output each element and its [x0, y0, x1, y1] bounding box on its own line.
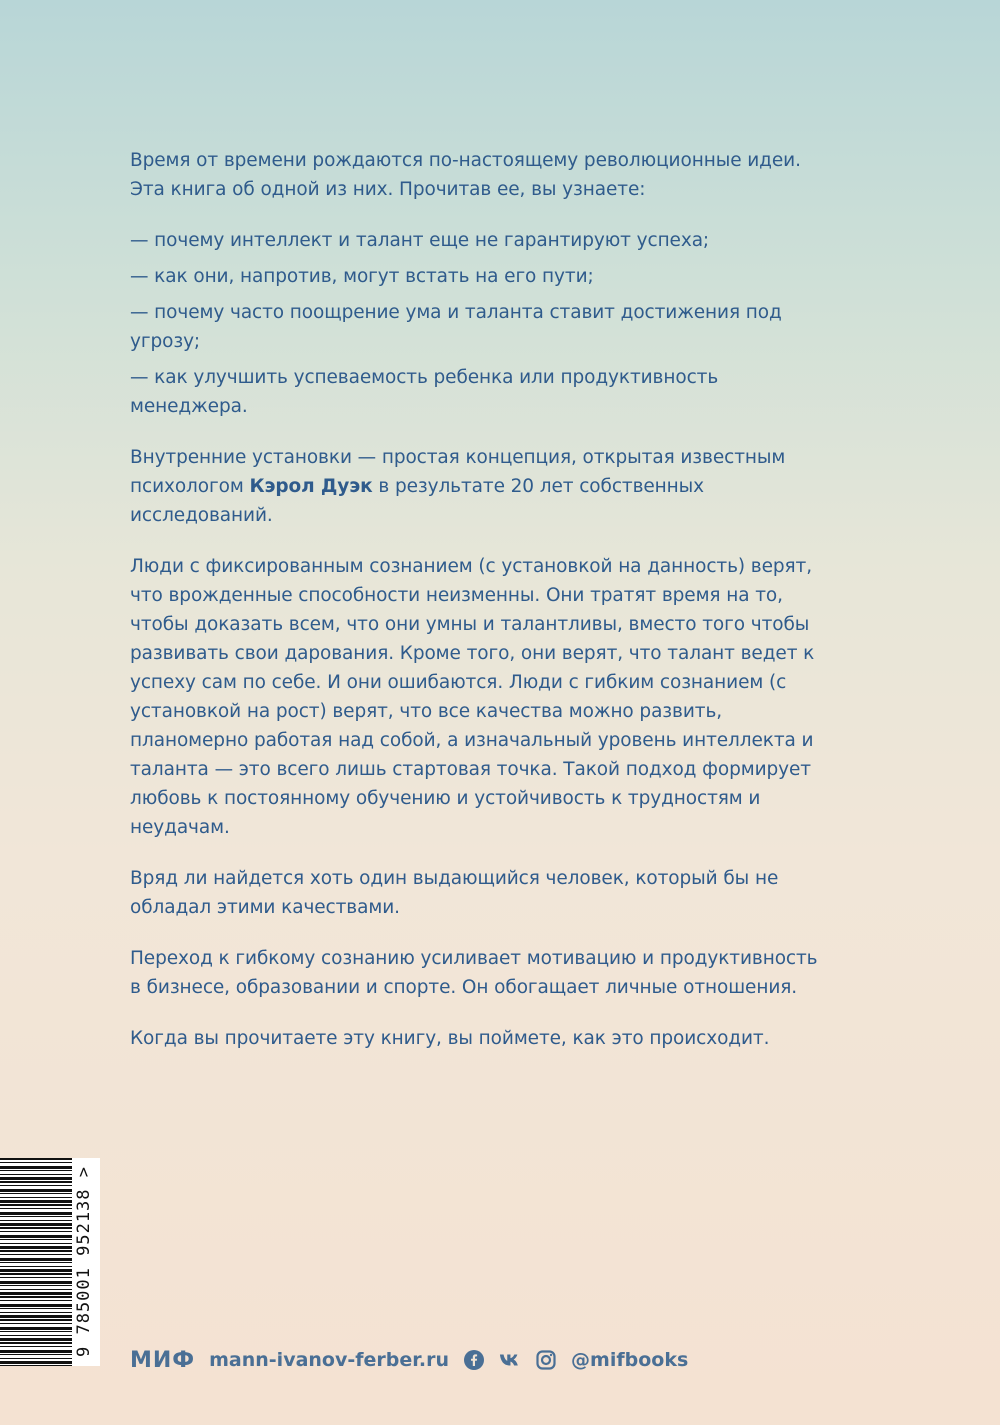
- outstanding-paragraph: Вряд ли найдется хоть один выдающийся человек, который бы не обладал этими качествами.: [130, 868, 779, 918]
- annotation-text: [130, 146, 820, 1075]
- intro-item: — как они, напротив, могут встать на его пути;: [130, 266, 594, 287]
- intro-item: — как улучшить успеваемость ребенка или продуктивность менеджера.: [130, 367, 719, 417]
- intro-item: — почему часто поощрение ума и таланта ставит достижения под угрозу;: [130, 302, 782, 352]
- fixed-growth-paragraph: Люди с фиксированным сознанием (с установкой на данность) верят, что врожденные способности неизменны. Они тратят время на то, чтобы доказать всем, что они умны и талантливы, вместо того чтобы развивать свои дарования. Кроме того, они верят, что талант ведет к успеху сам по себе. И они ошибаются. Люди с гибким сознанием (с установкой на рост) верят, что все качества можно развить, планомерно работая над собой, а изначальный уровень интеллекта и таланта — это всего лишь стартовая точка. Такой подход формирует любовь к постоянному обучению и устойчивость к трудностям и неудачам.: [130, 556, 815, 838]
- transition-paragraph: Переход к гибкому сознанию усиливает мотивацию и продуктивность в бизнесе, образовании и спорте. Он обогащает личные отношения.: [130, 948, 818, 998]
- concept-text-after: в результате 20 лет собственных исследований.: [130, 476, 704, 526]
- isbn-number: 9 785001 952138 >: [74, 1166, 94, 1358]
- instagram-icon[interactable]: [535, 1349, 557, 1371]
- concept-text-before: Внутренние установки — простая концепция, открытая известным психологом: [130, 447, 786, 497]
- social-handle[interactable]: @mifbooks: [571, 1349, 689, 1371]
- publisher-logo: МИФ: [130, 1347, 196, 1373]
- facebook-icon[interactable]: [463, 1349, 485, 1371]
- barcode-bars: [0, 1158, 72, 1366]
- intro-lead: Время от времени рождаются по-настоящему революционные идеи. Эта книга об одной из них. Прочитав ее, вы узнаете:: [130, 150, 801, 200]
- concept-paragraph: [130, 443, 820, 530]
- publisher-website[interactable]: mann-ivanov-ferber.ru: [209, 1349, 450, 1371]
- isbn-barcode: [0, 1158, 100, 1366]
- intro-item: — почему интеллект и талант еще не гарантируют успеха;: [130, 230, 710, 251]
- vk-icon[interactable]: [499, 1349, 521, 1371]
- closing-paragraph: Когда вы прочитаете эту книгу, вы поймете, как это происходит.: [130, 1028, 770, 1049]
- publisher-footer: [130, 1342, 688, 1378]
- author-name: Кэрол Дуэк: [249, 476, 373, 497]
